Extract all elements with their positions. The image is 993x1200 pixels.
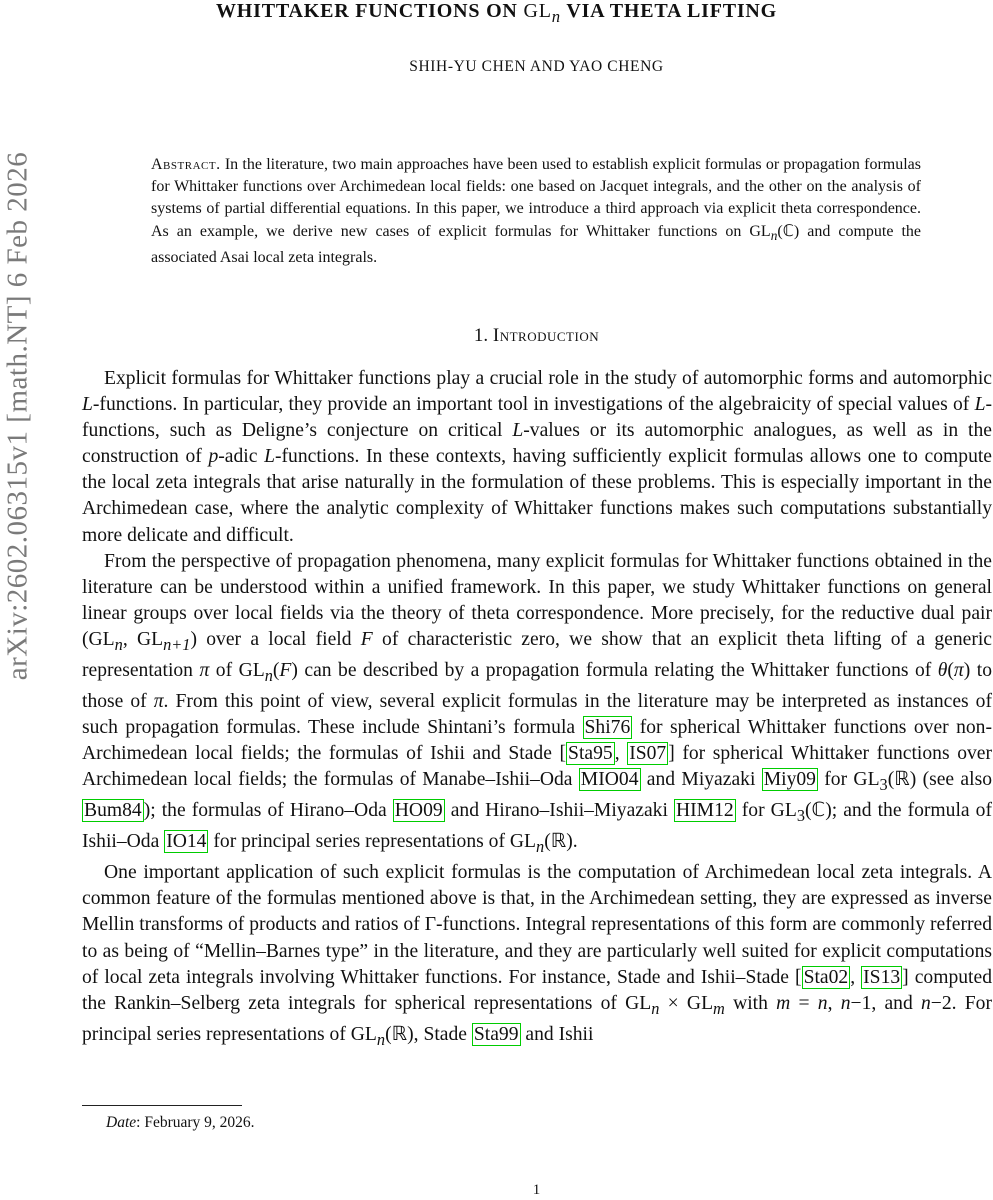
arxiv-identifier-stamp — [0, 151, 36, 681]
date-footnote — [106, 1114, 255, 1132]
citation-link-is07[interactable]: IS07 — [629, 743, 667, 765]
citation-link-miy09[interactable]: Miy09 — [763, 769, 816, 791]
citation-link-sta95[interactable]: Sta95 — [568, 743, 613, 765]
introduction-body — [82, 366, 992, 1053]
arxiv-identifier-text: arXiv:2602.06315v1 [math.NT] 6 Feb 2026 — [1, 151, 34, 681]
citation-link-io14[interactable]: IO14 — [166, 831, 207, 853]
paragraph-3: One important application of such explicit formulas is the computation of Archimedean local zeta integrals. A common feature of the formulas mentioned above is that, in the Archimedean setting, they are expressed as inverse Mellin transforms of products and ratios of Γ-functions. Integral representations of this form are commonly referred to as being of “Mellin–Barnes type” in the literature, and they are particularly well suited for explicit computations of local zeta integrals involving Whittaker functions. For instance, Stade and Ishii–Stade [ Sta02 , IS13 ] computed the Rankin–Selberg zeta integrals for spherical representations of $GL_n \times GL_m$ with m = n, n−1, and n−2. For principal series representations of $GL_n(ℝ)$, Stade Sta99 and Ishii — [82, 862, 992, 1049]
citation-link-bum84[interactable]: Bum84 — [84, 800, 142, 822]
citation-link-shi76[interactable]: Shi76 — [584, 717, 631, 739]
paper-title: WHITTAKER FUNCTIONS ON $GL_n$ VIA THETA LIFTING — [215, 0, 778, 26]
section-heading: 1. Introduction — [473, 325, 600, 346]
page-number: 1 — [532, 1182, 541, 1198]
citation-link-sta02[interactable]: Sta02 — [803, 966, 849, 988]
abstract: Abstract. In the literature, two main approaches have been used to establish explicit formulas or propagation formulas for Whittaker functions over Archimedean local fields: one based on Jacquet integrals, and the other on the analysis of systems of partial differential equations. In this paper, we introduce a third approach via explicit theta correspondence. As an example, we derive new cases of explicit formulas for Whittaker functions on $GL_n(ℂ)$ and compute the associated Asai local zeta integrals. — [151, 156, 921, 266]
paragraph-1: Explicit formulas for Whittaker functions play a crucial role in the study of automorphic forms and automorphic L-functions. In particular, they provide an important tool in investigations of the algebraicity of special values of L-functions, such as Deligne’s conjecture on critical L-values or its automorphic analogues, as well as in the construction of p-adic L-functions. In these contexts, having sufficiently explicit formulas allows one to compute the local zeta integrals that arise naturally in the formulation of these problems. This is especially important in the Archimedean case, where the analytic complexity of Whittaker functions makes such computations substantially more delicate and difficult. — [82, 368, 993, 546]
abstract-label: Abstract. — [151, 156, 221, 173]
footnote-label: Date — [106, 1114, 137, 1131]
citation-link-sta99[interactable]: Sta99 — [473, 1023, 519, 1045]
footnote-text: : February 9, 2026. — [136, 1114, 255, 1131]
citation-link-ho09[interactable]: HO09 — [394, 800, 443, 822]
citation-link-him12[interactable]: HIM12 — [676, 800, 734, 822]
footnote-divider — [82, 1105, 242, 1106]
citation-link-is13[interactable]: IS13 — [863, 966, 901, 988]
citation-link-mio04[interactable]: MIO04 — [580, 769, 639, 791]
paper-authors: SHIH-YU CHEN AND YAO CHENG — [409, 58, 664, 75]
paragraph-2: From the perspective of propagation phenomena, many explicit formulas for Whittaker functions obtained in the literature can be understood within a unified framework. In this paper, we study Whittaker functions on general linear groups over local fields via the theory of theta correspondence. More precisely, for the reductive dual pair ($GL_n$, $GL_{n+1}$) over a local field F of characteristic zero, we show that an explicit theta lifting of a generic representation π of $GL_n(F)$ can be described by a propagation formula relating the Whittaker functions of θ(π) to those of π. From this point of view, several explicit formulas in the literature may be interpreted as instances of such propagation formulas. These include Shintani’s formula Shi76 for spherical Whittaker functions over non-Archimedean local fields; the formulas of Ishii and Stade [ Sta95 , IS07 ] for spherical Whittaker functions over Archimedean local fields; the formulas of Manabe–Ishii–Oda MIO04 and Miyazaki Miy09 for $GL_3(ℝ)$ (see also Bum84 ); the formulas of Hirano–Oda HO09 and Hirano–Ishii–Miyazaki HIM12 for $GL_3(ℂ)$; and the formula of Ishii–Oda IO14 for principal series representations of $GL_n(ℝ)$. — [82, 550, 993, 857]
